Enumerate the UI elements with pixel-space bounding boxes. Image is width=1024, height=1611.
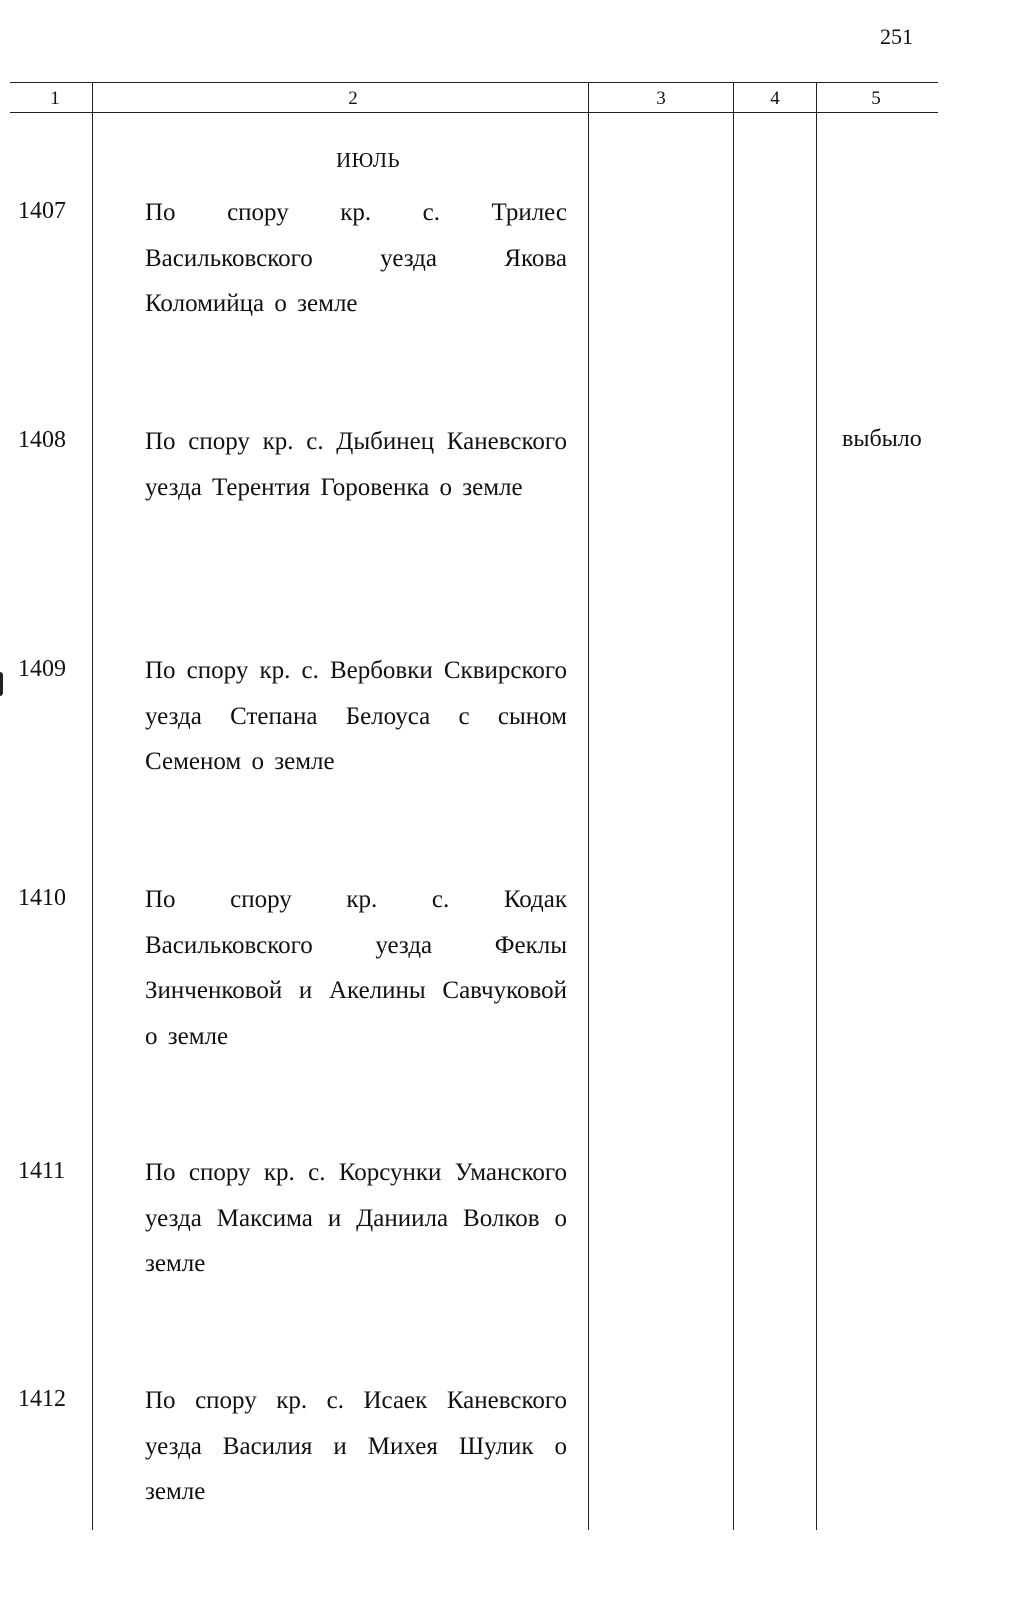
entry-number: 1412 [18,1386,66,1412]
column-divider [588,82,589,1530]
month-heading: ИЮЛЬ [336,148,401,172]
entry-description: По спору кр. с. Кодак Васильковского уезда Феклы Зинченковой и Акелины Савчуковой о земле [145,886,567,1050]
column-divider [92,82,93,1530]
column-header-1: 1 [50,88,60,109]
entry-number: 1407 [18,198,66,224]
column-divider [733,82,734,1530]
column-header-5: 5 [871,88,881,109]
column-divider [816,82,817,1530]
entry-number: 1409 [18,656,66,682]
entry-description: По спору кр. с. Трилес Васильковского уезда Якова Коломийца о земле [145,199,567,317]
page-number: 251 [880,24,913,49]
table-header-rule [10,112,938,113]
entry-number: 1410 [18,885,66,911]
column-header-4: 4 [770,88,780,109]
column-header-3: 3 [656,88,666,109]
entry-description: По спору кр. с. Исаек Каневского уезда Василия и Михея Шулик о земле [145,1387,567,1505]
entry-number: 1408 [18,427,66,453]
entry-description: По спору кр. с. Корсунки Уманского уезда Максима и Даниила Волков о земле [145,1159,567,1277]
table-top-rule [10,82,938,83]
entry-note: выбыло [842,426,922,452]
entry-number: 1411 [18,1158,66,1184]
margin-mark [0,672,3,696]
entry-description: По спору кр. с. Дыбинец Каневского уезда Терентия Горовенка о земле [145,428,567,501]
column-header-2: 2 [348,88,358,109]
entry-description: По спору кр. с. Вербовки Сквирского уезда Степана Белоуса с сыном Семеном о земле [145,657,567,775]
